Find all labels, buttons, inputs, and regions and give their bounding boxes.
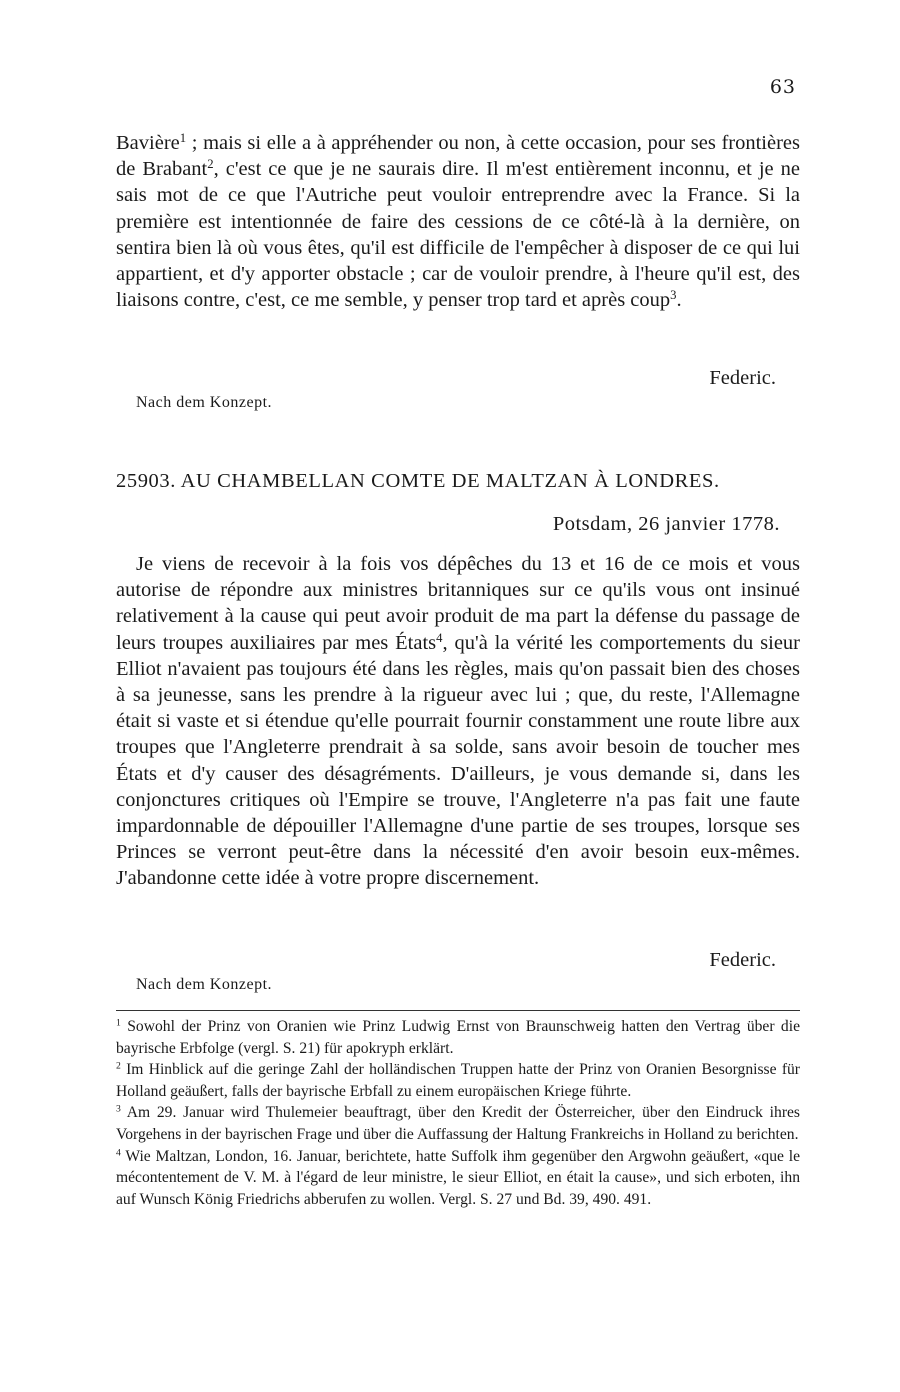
signature-2: Federic. bbox=[709, 949, 776, 971]
letter-paragraph-1 bbox=[116, 130, 800, 313]
footnote-marker: 2 bbox=[116, 1060, 121, 1072]
footnote-marker: 4 bbox=[116, 1147, 121, 1159]
footnote-ref-3[interactable]: 3 bbox=[670, 288, 677, 303]
letter-heading: 25903. AU CHAMBELLAN COMTE DE MALTZAN À LONDRES. bbox=[116, 470, 720, 492]
footnote-marker: 1 bbox=[116, 1017, 121, 1029]
paragraph-text: Je viens de recevoir à la fois vos dépêches du 13 et 16 de ce mois et vous autorise de répondre aux ministres britanniques sur ce qu'ils vous ont insinué relativement à la cause qui peut avoir produit de ma part la défense du passage de leurs troupes auxiliaires par mes États bbox=[116, 553, 800, 654]
footnote-text: Im Hinblick auf die geringe Zahl der holländischen Truppen hatte der Prinz von Oranien Besorgnisse für Holland geäußert, falls der bayrische Erbfall zu einem europäischen Kriege führte. bbox=[116, 1061, 800, 1100]
page-number: 63 bbox=[769, 76, 796, 98]
footnote-text: Sowohl der Prinz von Oranien wie Prinz Ludwig Ernst von Braunschweig hatten den Vertrag über die bayrische Erbfolge (vergl. S. 21) für apokryph erklärt. bbox=[116, 1018, 800, 1057]
footnote-marker: 3 bbox=[116, 1104, 121, 1116]
footnote-2 bbox=[116, 1059, 800, 1102]
signature-1: Federic. bbox=[709, 367, 776, 389]
source-note-1: Nach dem Konzept. bbox=[136, 394, 273, 411]
paragraph-text: , c'est ce que je ne saurais dire. Il m'est entièrement inconnu, et je ne sais mot de ce que l'Autriche peut vouloir entreprendre avec la France. Si la première est intentionnée de faire des cessions de ce côté-là à la dernière, on sentira bien là où vous êtes, qu'il est difficile de l'empêcher à disposer de ce qui lui appartient, et d'y apporter obstacle ; car de vouloir prendre, à l'heure qu'il est, des liaisons contre, c'est, ce me semble, y penser trop tard et après coup bbox=[116, 158, 800, 312]
paragraph-text: ; mais si elle a à appréhender ou non, à cette occasion, pour ses frontières de Brabant bbox=[116, 132, 800, 181]
footnotes bbox=[116, 1016, 800, 1210]
footnote-divider bbox=[116, 1010, 800, 1011]
footnote-3 bbox=[116, 1102, 800, 1145]
footnote-ref-4[interactable]: 4 bbox=[436, 630, 443, 645]
paragraph-text: Bavière bbox=[116, 132, 180, 154]
footnote-ref-2[interactable]: 2 bbox=[207, 157, 214, 172]
paragraph-text: , qu'à la vérité les comportements du sieur Elliot n'avaient pas toujours été dans les règles, mais qu'on passait bien des choses à sa jeunesse, sans les prendre à la rigueur avec lui ; que, du reste, l'Allemagne était si vaste et si étendue qu'elle pourrait fournir constamment une route libre aux troupes que l'Angleterre prendrait à sa solde, sans avoir besoin de toucher mes États et d'y causer des désagréments. D'ailleurs, je vous demande si, dans les conjonctures critiques où l'Empire se trouve, l'Angleterre n'a pas fait une faute impardonnable de dépouiller l'Allemagne d'une partie de ses troupes, lorsque ses Princes se verront peut-être dans la nécessité d'en avoir besoin eux-mêmes. J'abandonne cette idée à votre propre discernement. bbox=[116, 631, 800, 890]
footnote-1 bbox=[116, 1016, 800, 1059]
footnote-ref-1[interactable]: 1 bbox=[179, 131, 187, 146]
dateline: Potsdam, 26 janvier 1778. bbox=[552, 513, 780, 535]
footnote-text: Am 29. Januar wird Thulemeier beauftragt, über den Kredit der Österreicher, über den Eindruck ihres Vorgehens in der bayrischen Frage und über die Auffassung der Haltung Frankreichs in Holland zu berichten. bbox=[116, 1104, 800, 1143]
footnote-4 bbox=[116, 1146, 800, 1211]
paragraph-text: . bbox=[676, 289, 682, 312]
source-note-2: Nach dem Konzept. bbox=[136, 976, 273, 993]
footnote-text: Wie Maltzan, London, 16. Januar, berichtete, hatte Suffolk ihm gegenüber den Argwohn geäußert, «que le mécontentement de V. M. à l'égard de leur ministre, le sieur Elliot, en était la cause», und sich erboten, ihn auf Wunsch König Friedrichs abberufen zu wollen. Vergl. S. 27 und Bd. 39, 490. 491. bbox=[116, 1147, 800, 1208]
letter-paragraph-2 bbox=[116, 551, 800, 892]
